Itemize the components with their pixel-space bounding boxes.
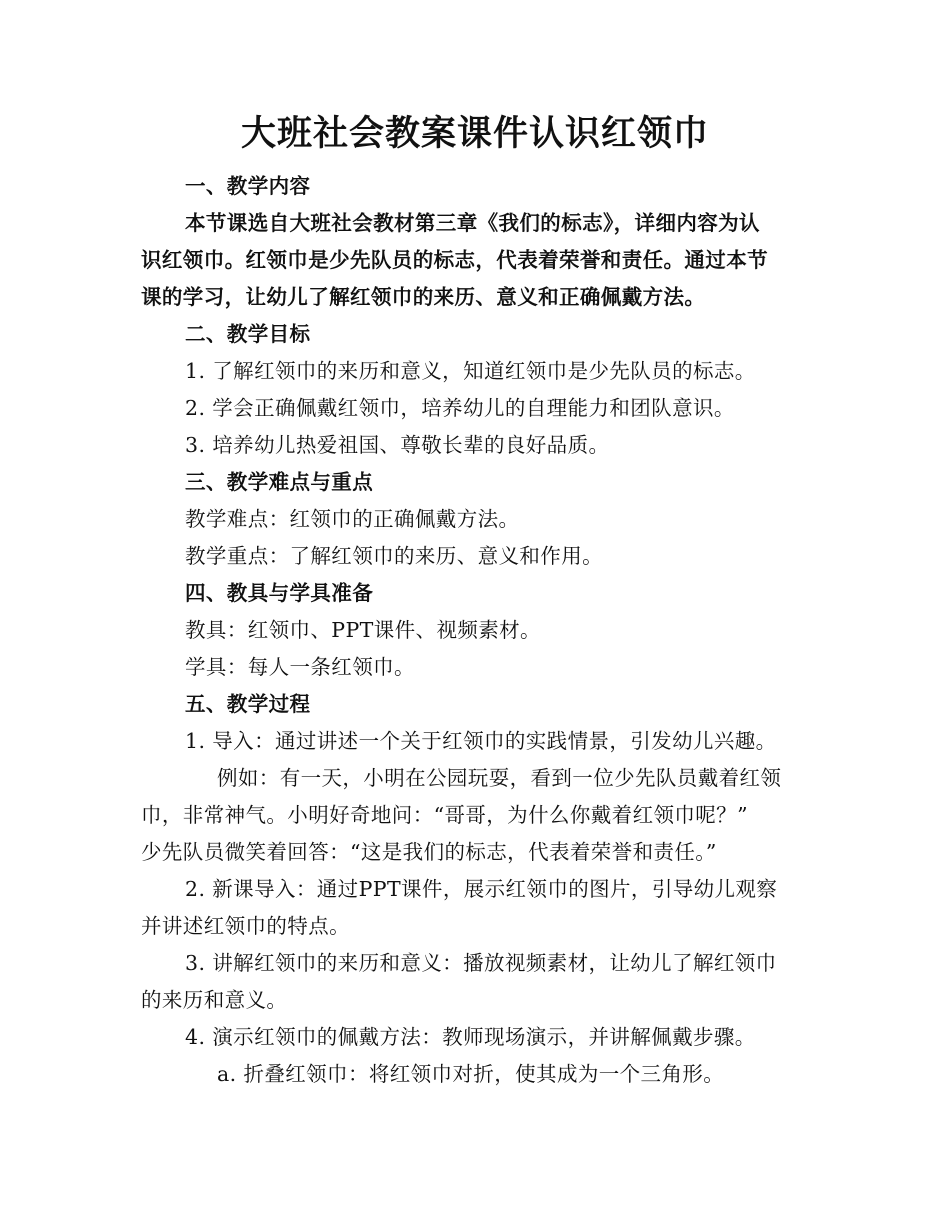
process-step-1: 1. 导入：通过讲述一个关于红领巾的实践情景，引发幼儿兴趣。: [185, 729, 777, 753]
content-paragraph-line-2: 识红领巾。红领巾是少先队员的标志，代表着荣誉和责任。通过本节: [141, 248, 768, 272]
key-point-text: 教学重点：了解红领巾的来历、意义和作用。: [185, 544, 603, 568]
section-heading-materials: 四、教具与学具准备: [185, 581, 374, 605]
section-heading-difficulty: 三、教学难点与重点: [185, 470, 374, 494]
teacher-materials-text: 教具：红领巾、PPT课件、视频素材。: [185, 618, 541, 642]
section-heading-content: 一、教学内容: [185, 174, 311, 198]
objective-item-1: 1. 了解红领巾的来历和意义，知道红领巾是少先队员的标志。: [185, 359, 756, 383]
example-line-2: 巾，非常神气。小明好奇地问：“哥哥，为什么你戴着红领巾呢？”: [141, 803, 748, 827]
process-step-2-line-1: 2. 新课导入：通过PPT课件，展示红领巾的图片，引导幼儿观察: [185, 877, 778, 901]
document-title: 大班社会教案课件认识红领巾: [240, 113, 709, 154]
process-step-4a: a. 折叠红领巾：将红领巾对折，使其成为一个三角形。: [217, 1062, 725, 1086]
section-heading-objectives: 二、教学目标: [185, 322, 311, 346]
objective-item-2: 2. 学会正确佩戴红领巾，培养幼儿的自理能力和团队意识。: [185, 396, 735, 420]
student-materials-text: 学具：每人一条红领巾。: [185, 655, 415, 679]
content-paragraph-line-1: 本节课选自大班社会教材第三章《我们的标志》，详细内容为认: [185, 211, 760, 235]
section-heading-process: 五、教学过程: [185, 692, 311, 716]
difficulty-text: 教学难点：红领巾的正确佩戴方法。: [185, 507, 520, 531]
process-step-3-line-2: 的来历和意义。: [141, 988, 288, 1012]
content-paragraph-line-3: 课的学习，让幼儿了解红领巾的来历、意义和正确佩戴方法。: [141, 285, 706, 309]
objective-item-3: 3. 培养幼儿热爱祖国、尊敬长辈的良好品质。: [185, 433, 610, 457]
process-step-4: 4. 演示红领巾的佩戴方法：教师现场演示，并讲解佩戴步骤。: [185, 1025, 756, 1049]
process-step-3-line-1: 3. 讲解红领巾的来历和意义：播放视频素材，让幼儿了解红领巾: [185, 951, 777, 975]
example-line-3: 少先队员微笑着回答：“这是我们的标志，代表着荣誉和责任。”: [141, 840, 717, 864]
example-line-1: 例如：有一天，小明在公园玩耍，看到一位少先队员戴着红领: [217, 766, 782, 790]
process-step-2-line-2: 并讲述红领巾的特点。: [141, 914, 350, 938]
